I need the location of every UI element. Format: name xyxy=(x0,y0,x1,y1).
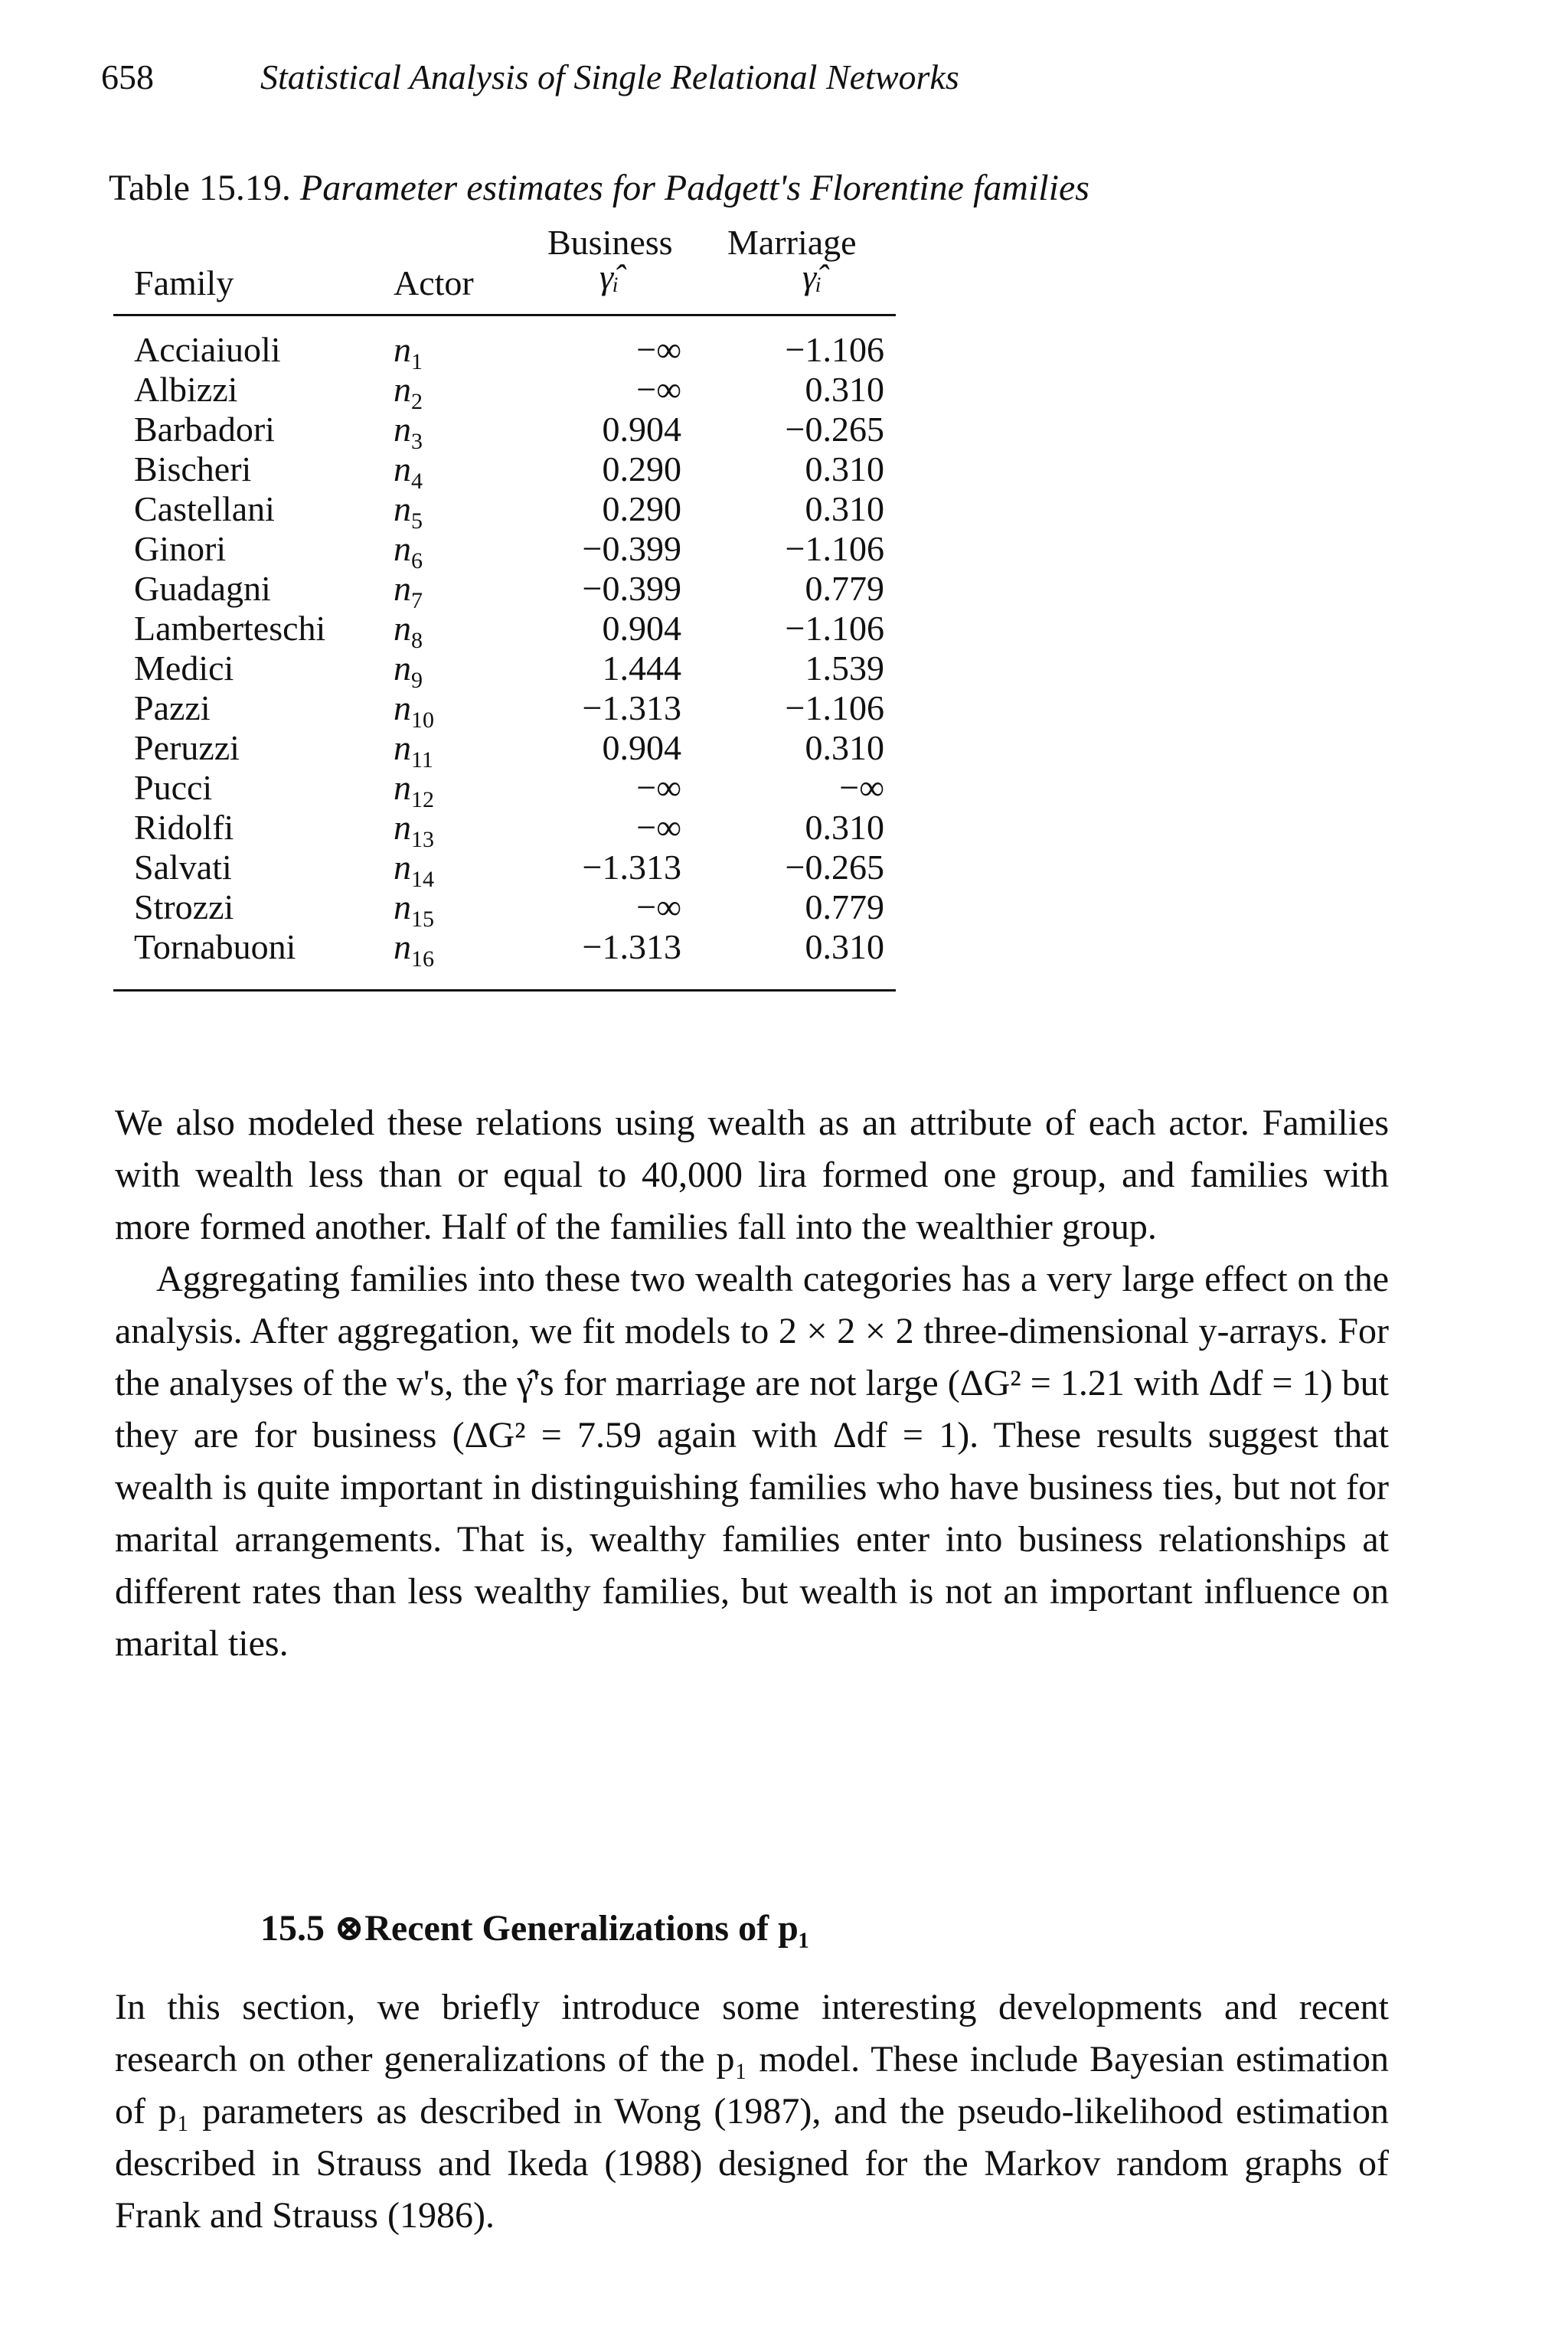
paragraph: Aggregating families into these two wealth categories has a very large effect on the analysis. After aggregation, we fit models to 2 × 2 × 2 three-dimensional y-arrays. For the analyses of the w's, the γ̂'s for marriage are not large (ΔG² = 1.21 with Δdf = 1) but they are for business (ΔG² = 7.59 again with Δdf = 1). These results suggest that wealth is quite important in distinguishing families who have business ties, but not for marital arrangements. That is, wealthy families enter into business relationships at different rates than less wealthy families, but wealth is not an important influence on marital ties. xyxy=(115,1259,1389,1664)
cell-marriage: −1.106 xyxy=(785,330,884,369)
table-row xyxy=(0,767,919,813)
cell-actor-base: n xyxy=(394,848,411,887)
cell-business: −0.399 xyxy=(582,569,681,608)
cell-actor-base: n xyxy=(394,688,411,727)
cell-actor-base: n xyxy=(394,887,411,926)
cell-actor-base: n xyxy=(394,649,411,688)
table-row xyxy=(0,926,919,972)
cell-marriage: 0.310 xyxy=(805,808,884,847)
cell-actor-base: n xyxy=(394,370,411,409)
table-top-rule xyxy=(113,314,896,316)
cell-actor-subscript: 13 xyxy=(411,827,434,853)
cell-actor-subscript: 4 xyxy=(411,469,423,495)
cell-actor-base: n xyxy=(394,728,411,767)
cell-marriage: 0.310 xyxy=(805,489,884,528)
cell-actor-subscript: 7 xyxy=(411,588,423,614)
cell-actor-subscript: 6 xyxy=(411,548,423,574)
section-heading: 15.5 ⊗Recent Generalizations of p₁ xyxy=(260,1908,810,1949)
cell-business: 0.904 xyxy=(602,410,681,449)
cell-business: −∞ xyxy=(636,808,681,847)
cell-marriage: 0.310 xyxy=(805,927,884,966)
cell-family: Castellani xyxy=(134,489,275,528)
cell-actor-subscript: 5 xyxy=(411,508,423,534)
cell-family: Pucci xyxy=(134,768,213,807)
cell-business: −1.313 xyxy=(582,927,681,966)
cell-actor-base: n xyxy=(394,330,411,369)
cell-family: Acciaiuoli xyxy=(134,330,281,369)
cell-business: −∞ xyxy=(636,887,681,926)
cell-business: −∞ xyxy=(636,370,681,409)
cell-actor-subscript: 9 xyxy=(411,668,423,694)
cell-family: Strozzi xyxy=(134,887,234,926)
table-row xyxy=(0,449,919,495)
cell-marriage: 0.310 xyxy=(805,449,884,488)
cell-actor-base: n xyxy=(394,529,411,568)
cell-actor-subscript: 10 xyxy=(411,707,434,733)
cell-marriage: −1.106 xyxy=(785,609,884,648)
cell-marriage: 0.310 xyxy=(805,728,884,767)
cell-business: −∞ xyxy=(636,768,681,807)
table-row xyxy=(0,688,919,733)
cell-marriage: 0.779 xyxy=(805,569,884,608)
cell-actor-subscript: 15 xyxy=(411,907,434,933)
table-row xyxy=(0,528,919,574)
table-title: Parameter estimates for Padgett's Florentine families xyxy=(299,168,1089,208)
cell-family: Salvati xyxy=(134,848,232,887)
body-text-2 xyxy=(115,1982,1389,2242)
cell-business: 0.904 xyxy=(602,609,681,648)
cell-business: 0.290 xyxy=(602,449,681,488)
cell-actor-base: n xyxy=(394,489,411,528)
cell-actor-subscript: 8 xyxy=(411,628,423,654)
table-bottom-rule xyxy=(113,989,896,992)
cell-marriage: −0.265 xyxy=(785,410,884,449)
cell-actor-base: n xyxy=(394,410,411,449)
cell-business: 0.290 xyxy=(602,489,681,528)
cell-family: Lamberteschi xyxy=(134,609,326,648)
header-business: Business xyxy=(547,223,673,262)
cell-marriage: 1.539 xyxy=(805,649,884,688)
cell-family: Barbadori xyxy=(134,410,275,449)
cell-actor-base: n xyxy=(394,609,411,648)
cell-actor-subscript: 2 xyxy=(411,389,423,415)
table-row xyxy=(0,847,919,893)
cell-business: −∞ xyxy=(636,330,681,369)
cell-business: −1.313 xyxy=(582,848,681,887)
cell-actor-base: n xyxy=(394,569,411,608)
table-label: Table 15.19. xyxy=(109,168,291,208)
table-row xyxy=(0,488,919,534)
table-row xyxy=(0,887,919,933)
header-business-symbol: γ̂ᵢ xyxy=(599,257,619,296)
table-row xyxy=(0,727,919,773)
cell-actor-subscript: 12 xyxy=(411,787,434,813)
header-actor: Actor xyxy=(394,263,474,302)
cell-actor-base: n xyxy=(394,927,411,966)
cell-business: 0.904 xyxy=(602,728,681,767)
table-row xyxy=(0,409,919,455)
cell-actor-subscript: 16 xyxy=(411,946,434,972)
cell-family: Ginori xyxy=(134,529,227,568)
table-row xyxy=(0,648,919,694)
cell-actor-subscript: 11 xyxy=(411,747,433,773)
cell-family: Tornabuoni xyxy=(134,927,296,966)
cell-family: Ridolfi xyxy=(134,808,234,847)
paragraph: We also modeled these relations using wealth as an attribute of each actor. Families with wealth less than or equal to 40,000 lira formed one group, and families with more formed another. Half of the families fall into the wealthier group. xyxy=(115,1103,1389,1247)
cell-family: Albizzi xyxy=(134,370,238,409)
cell-actor-subscript: 1 xyxy=(411,349,423,375)
cell-family: Medici xyxy=(134,649,234,688)
cell-family: Pazzi xyxy=(134,688,211,727)
table-caption xyxy=(109,167,1089,209)
cell-actor-subscript: 3 xyxy=(411,429,423,455)
table-body xyxy=(0,329,919,972)
page-number: 658 xyxy=(101,57,154,96)
cell-marriage: 0.310 xyxy=(805,370,884,409)
cell-family: Bischeri xyxy=(134,449,252,488)
header-family: Family xyxy=(134,263,234,302)
cell-business: 1.444 xyxy=(602,649,681,688)
cell-marriage: 0.779 xyxy=(805,887,884,926)
cell-business: −1.313 xyxy=(582,688,681,727)
cell-business: −0.399 xyxy=(582,529,681,568)
cell-family: Peruzzi xyxy=(134,728,240,767)
running-head: Statistical Analysis of Single Relational Networks xyxy=(260,57,959,96)
cell-marriage: −1.106 xyxy=(785,688,884,727)
cell-marriage: −∞ xyxy=(839,768,884,807)
cell-actor-subscript: 14 xyxy=(411,867,434,893)
table-row xyxy=(0,807,919,853)
cell-marriage: −1.106 xyxy=(785,529,884,568)
cell-actor-base: n xyxy=(394,449,411,488)
table-row xyxy=(0,369,919,415)
paragraph: In this section, we briefly introduce some interesting developments and recent research on other generalizations of the p₁ model. These include Bayesian estimation of p₁ parameters as described in Wong (1987), and the pseudo-likelihood estimation described in Strauss and Ikeda (1988) designed for the Markov random graphs of Frank and Strauss (1986). xyxy=(115,1987,1389,2236)
header-marriage: Marriage xyxy=(727,223,857,262)
header-marriage-symbol: γ̂ᵢ xyxy=(802,257,822,296)
cell-marriage: −0.265 xyxy=(785,848,884,887)
table-row xyxy=(0,608,919,654)
body-text-1 xyxy=(115,1097,1389,1670)
table-row xyxy=(0,329,919,375)
table-row xyxy=(0,568,919,614)
cell-actor-base: n xyxy=(394,768,411,807)
cell-family: Guadagni xyxy=(134,569,271,608)
cell-actor-base: n xyxy=(394,808,411,847)
